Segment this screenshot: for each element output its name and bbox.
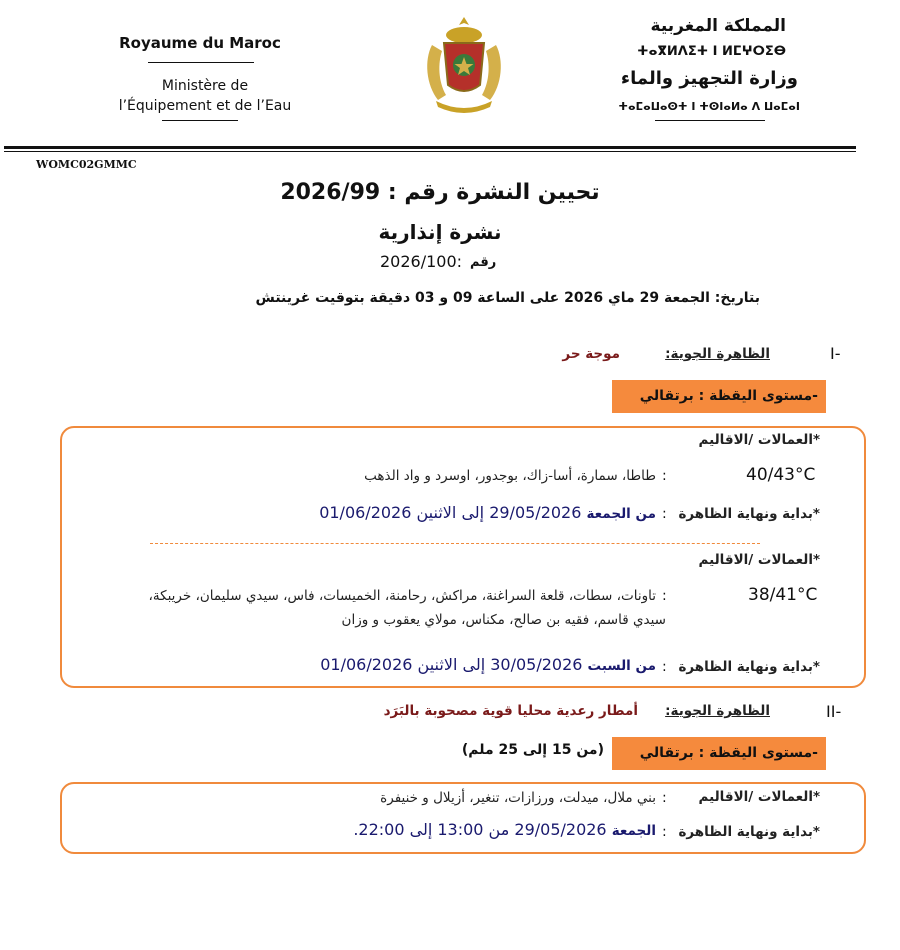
section1-block2-period-from: من السبت xyxy=(587,658,656,674)
fr-divider xyxy=(148,62,254,63)
section2-phenomenon-value: أمطار رعدية محليا قوية مصحوبة بالبَرَد xyxy=(383,703,638,719)
section1-block1-colon: : xyxy=(662,468,667,484)
section1-block2-provinces-label: *العمالات /الاقاليم xyxy=(698,552,820,568)
section1-block2-temp: 38/41°C xyxy=(748,585,818,605)
bulletin-number-label: رقم xyxy=(470,255,497,270)
fr-country: Royaume du Maroc xyxy=(119,34,281,52)
section1-phenomenon-label: الظاهرة الجوية: xyxy=(665,346,770,362)
bulletin-title: تحيين النشرة رقم : 2026/99 xyxy=(280,180,600,205)
section1-block2-period xyxy=(300,655,656,674)
bulletin-subtitle: نشرة إنذارية xyxy=(378,220,502,244)
section1-phenomenon-value: موجة حر xyxy=(562,346,620,362)
section2-period xyxy=(330,820,656,839)
ar-country: المملكة المغربية xyxy=(650,16,786,36)
section1-block2-provinces-line2: سيدي قاسم، فقيه بن صالح، مكناس، مولاي يعقوب و وزان xyxy=(341,612,666,628)
section1-block1-provinces-label: *العمالات /الاقاليم xyxy=(698,432,820,448)
header-rule-bottom xyxy=(4,151,856,152)
bulletin-code: WOMC02GMMC xyxy=(36,158,137,171)
section1-block1-period-colon: : xyxy=(662,506,667,522)
section2-phenomenon-label: الظاهرة الجوية: xyxy=(665,703,770,719)
header-rule-top xyxy=(4,146,856,149)
section1-block1-period xyxy=(300,503,656,522)
ar-divider xyxy=(655,120,765,121)
bulletin-number: 2026/100: xyxy=(380,252,463,271)
section1-block1-provinces: طاطا، سمارة، أسا-زاك، بوجدور، اوسرد و واد الذهب xyxy=(364,468,656,484)
section1-block2-provinces-line1: تاونات، سطات، قلعة السراغنة، مراكش، رحامنة، الخميسات، فاس، سيدي سليمان، خريبكة، xyxy=(148,588,656,604)
fr-divider-bottom xyxy=(162,120,238,121)
section1-block2-colon: : xyxy=(662,588,667,604)
section2-alert-level: -مستوى اليقظة : برتقالي xyxy=(612,737,826,770)
section2-period-from: الجمعة xyxy=(611,823,656,839)
section2-period-label: *بداية ونهاية الظاهرة xyxy=(678,824,820,840)
fr-ministry-line2: l’Équipement et de l’Eau xyxy=(118,98,292,114)
section2-provinces-label: *العمالات /الاقاليم xyxy=(698,789,820,805)
section1-block1-temp: 40/43°C xyxy=(746,465,816,485)
section1-numeral: I- xyxy=(830,344,841,363)
section2-period-colon: : xyxy=(662,824,667,840)
section1-alert-level: -مستوى اليقظة : برتقالي xyxy=(612,380,826,413)
section2-numeral: II- xyxy=(826,702,842,721)
section2-colon: : xyxy=(662,790,667,806)
section1-block2-period-label: *بداية ونهاية الظاهرة xyxy=(678,659,820,675)
section1-block2-period-value: 30/05/2026 إلى الاثنين 01/06/2026 xyxy=(320,655,583,674)
fr-ministry-line1: Ministère de xyxy=(161,78,249,94)
coat-of-arms-icon xyxy=(418,15,510,115)
tifinagh-country: ⵜⴰⴳⵍⴷⵉⵜ ⵏ ⵍⵎⵖⵔⵉⴱ xyxy=(637,44,786,59)
section2-provinces: بني ملال، ميدلت، ورزازات، تنغير، أزيلال و خنيفرة xyxy=(380,790,656,806)
section1-block1-period-label: *بداية ونهاية الظاهرة xyxy=(678,506,820,522)
section1-block2-period-colon: : xyxy=(662,659,667,675)
tifinagh-ministry: ⵜⴰⵎⴰⵡⴰⵙⵜ ⵏ ⵜⵙⵏⴰⵍⴰ ⴷ ⵡⴰⵎⴰⵏ xyxy=(618,100,800,113)
section1-block1-period-value: 29/05/2026 إلى الاثنين 01/06/2026 xyxy=(319,503,582,522)
bulletin-date: بتاريخ: الجمعة 29 ماي 2026 على الساعة 09 و 03 دقيقة بتوقيت غرينتش xyxy=(255,290,760,306)
section2-rain-amount: (من 15 إلى 25 ملم) xyxy=(461,742,604,758)
ar-ministry: وزارة التجهيز والماء xyxy=(620,68,798,89)
section1-block1-period-from: من الجمعة xyxy=(586,506,656,522)
section2-period-value: 29/05/2026 من 13:00 إلى 22:00. xyxy=(353,820,607,839)
section1-separator xyxy=(150,543,760,544)
